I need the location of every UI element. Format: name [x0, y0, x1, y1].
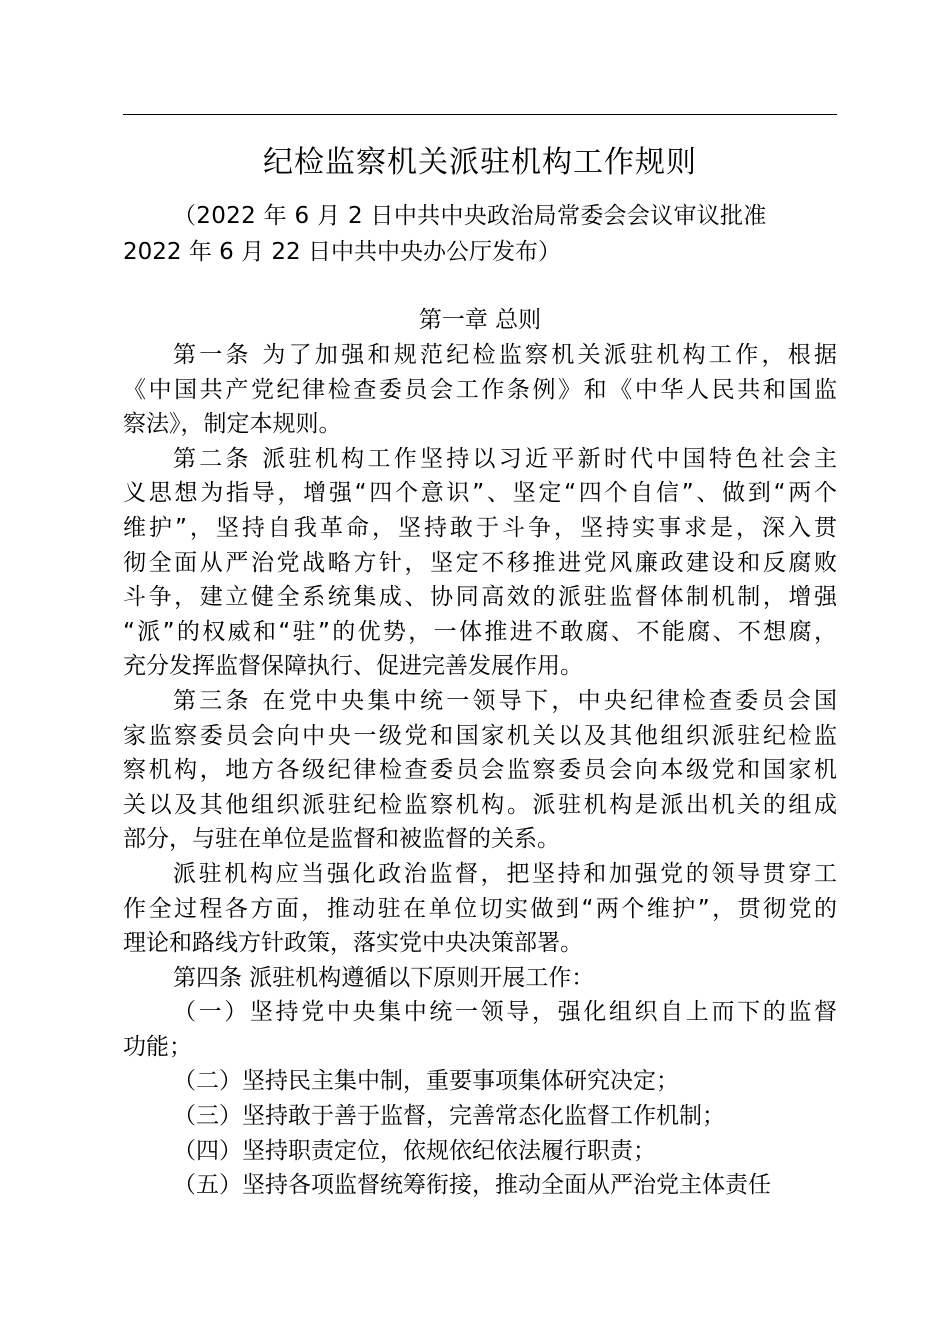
paragraph-line: 第二条 派驻机构工作坚持以习近平新时代中国特色社会主 [173, 445, 837, 472]
paragraph-line: （四）坚持职责定位，依规依纪依法履行职责； [173, 1137, 656, 1164]
paragraph-line: （三）坚持敢于善于监督，完善常态化监督工作机制； [173, 1103, 725, 1130]
article-paragraph [123, 684, 837, 857]
paragraph-line: 彻全面从严治党战略方针，坚定不移推进党风廉政建设和反腐败 [123, 549, 837, 576]
paragraph-line: 家监察委员会向中央一级党和国家机关以及其他组织派驻纪检监 [123, 722, 837, 749]
paragraph-line: 部分，与驻在单位是监督和被监督的关系。 [123, 826, 560, 853]
paragraph-line: 功能； [123, 1033, 192, 1060]
paragraph-line: 派驻机构应当强化政治监督，把坚持和加强党的领导贯穿工 [173, 860, 837, 887]
paragraph-line: （二）坚持民主集中制，重要事项集体研究决定； [173, 1068, 679, 1095]
article-paragraph [123, 961, 837, 996]
document-title: 纪检监察机关派驻机构工作规则 [263, 145, 697, 180]
paragraph-line: 斗争，建立健全系统集成、协同高效的派驻监督体制机制，增强 [123, 584, 837, 611]
article-paragraph [123, 995, 837, 1064]
paragraph-line: 第一条 为了加强和规范纪检监察机关派驻机构工作，根据 [173, 342, 837, 368]
header-rule [123, 114, 837, 115]
paragraph-line: 义思想为指导，增强“四个意识”、坚定“四个自信”、做到“两个 [123, 480, 837, 507]
paragraph-line: 关以及其他组织派驻纪检监察机构。派驻机构是派出机关的组成 [123, 791, 837, 818]
paragraph-line: “派”的权威和“驻”的优势，一体推进不敢腐、不能腐、不想腐， [123, 618, 837, 645]
paragraph-line: 理论和路线方针政策，落实党中央决策部署。 [123, 930, 583, 957]
article-paragraph [123, 1099, 837, 1134]
article-paragraph [123, 442, 837, 684]
article-paragraph [123, 1134, 837, 1169]
document-body [123, 338, 837, 1203]
paragraph-line: 《中国共产党纪律检查委员会工作条例》和《中华人民共和国监 [123, 376, 837, 403]
article-paragraph [123, 1168, 837, 1203]
chapter-heading: 第一章 总则 [418, 307, 542, 333]
paragraph-line: 作全过程各方面，推动驻在单位切实做到“两个维护”，贯彻党的 [123, 895, 837, 922]
subtitle-line: （2022 年 6 月 2 日中共中央政治局常委会会议审议批准 [173, 203, 767, 229]
article-paragraph [123, 338, 837, 442]
paragraph-line: 察法》，制定本规则。 [123, 411, 342, 438]
paragraph-line: 察机构，地方各级纪律检查委员会监察委员会向本级党和国家机 [123, 757, 837, 784]
paragraph-line: 第三条 在党中央集中统一领导下，中央纪律检查委员会国 [173, 687, 837, 714]
paragraph-line: （一）坚持党中央集中统一领导，强化组织自上而下的监督 [173, 999, 837, 1026]
document-subtitle [123, 198, 837, 270]
article-paragraph [123, 1064, 837, 1099]
paragraph-line: （五）坚持各项监督统筹衔接，推动全面从严治党主体责任 [173, 1172, 771, 1199]
paragraph-line: 充分发挥监督保障执行、促进完善发展作用。 [123, 653, 583, 680]
paragraph-line: 维护”，坚持自我革命，坚持敢于斗争，坚持实事求是，深入贯 [123, 514, 837, 541]
subtitle-line: 2022 年 6 月 22 日中共中央办公厅发布） [123, 239, 561, 265]
paragraph-line: 第四条 派驻机构遵循以下原则开展工作： [173, 964, 595, 991]
article-paragraph [123, 857, 837, 961]
